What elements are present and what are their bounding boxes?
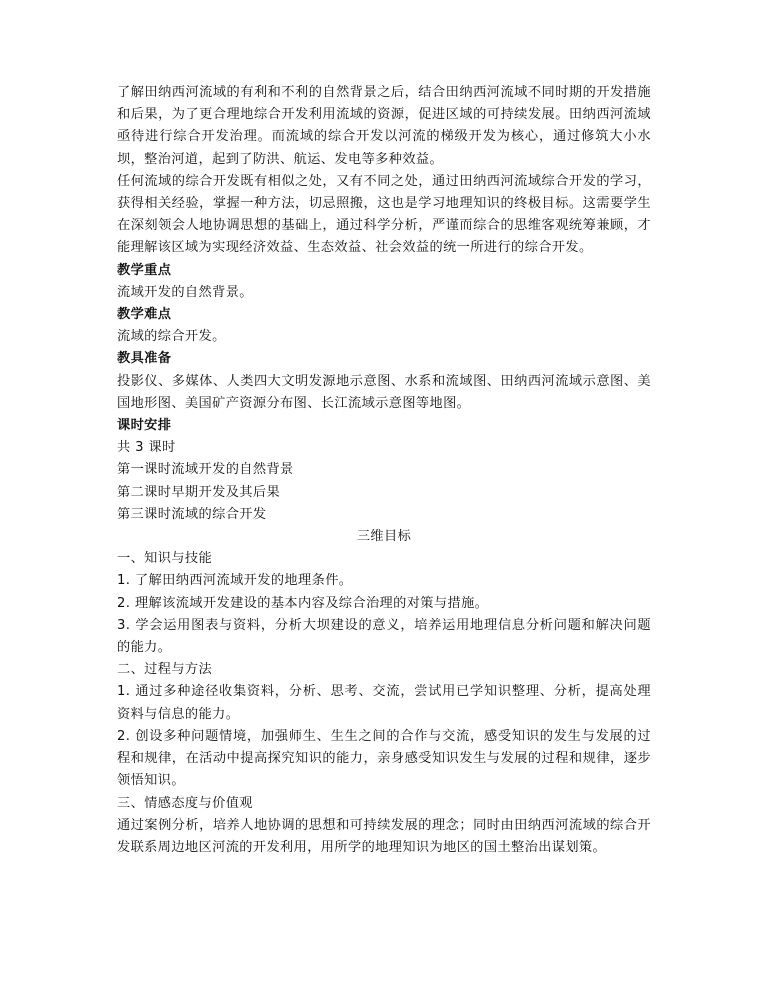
focus-text: 流域开发的自然背景。 bbox=[117, 284, 253, 300]
knowledge-item: 2. 理解该流域开发建设的基本内容及综合治理的对策与措施。 bbox=[117, 595, 489, 611]
attitude-heading: 三、情感态度与价值观 bbox=[117, 795, 253, 811]
document-page bbox=[117, 82, 651, 859]
focus-heading: 教学重点 bbox=[117, 262, 172, 278]
schedule-total: 共 3 课时 bbox=[117, 440, 176, 456]
tools-heading: 教具准备 bbox=[117, 351, 172, 367]
attitude-text: 通过案例分析，培养人地协调的思想和可持续发展的理念；同时由田纳西河流域的综合开发联系周边地区河流的开发利用，用所学的地理知识为地区的国土整治出谋划策。 bbox=[117, 817, 651, 855]
knowledge-heading: 一、知识与技能 bbox=[117, 551, 213, 567]
schedule-item: 第一课时流域开发的自然背景 bbox=[117, 462, 294, 478]
knowledge-item: 3. 学会运用图表与资料，分析大坝建设的意义，培养运用地理信息分析问题和解决问题的能力。 bbox=[117, 617, 651, 656]
intro-paragraph-2: 任何流域的综合开发既有相似之处，又有不同之处，通过田纳西河流域综合开发的学习，获得相关经验，掌握一种方法，切忌照搬，这也是学习地理知识的终极目标。这需要学生在深刻领会人地协调思想的基础上，通过科学分析，严谨而综合的思维客观统筹兼顾，才能理解该区域为实现经济效益、生态效益、社会效益的统一所进行的综合开发。 bbox=[117, 173, 651, 256]
difficulty-heading: 教学难点 bbox=[117, 307, 172, 323]
difficulty-text: 流域的综合开发。 bbox=[117, 329, 226, 345]
schedule-item: 第三课时流域的综合开发 bbox=[117, 506, 267, 522]
knowledge-item: 1. 了解田纳西河流域开发的地理条件。 bbox=[117, 573, 353, 589]
schedule-item: 第二课时早期开发及其后果 bbox=[117, 484, 281, 500]
schedule-heading: 课时安排 bbox=[117, 418, 172, 434]
goals-title: 三维目标 bbox=[356, 529, 412, 545]
tools-text: 投影仪、多媒体、人类四大文明发源地示意图、水系和流域图、田纳西河流域示意图、美国地形图、美国矿产资源分布图、长江流域示意图等地图。 bbox=[117, 373, 651, 411]
process-heading: 二、过程与方法 bbox=[117, 662, 213, 678]
process-item: 2. 创设多种问题情境，加强师生、生生之间的合作与交流，感受知识的发生与发展的过程和规律，在活动中提高探究知识的能力，亲身感受知识发生与发展的过程和规律，逐步领悟知识。 bbox=[117, 728, 651, 789]
process-item: 1. 通过多种途径收集资料，分析、思考、交流，尝试用已学知识整理、分析，提高处理资料与信息的能力。 bbox=[117, 684, 651, 722]
intro-paragraph-1: 了解田纳西河流域的有利和不利的自然背景之后，结合田纳西河流域不同时期的开发措施和后果，为了更合理地综合开发利用流域的资源，促进区域的可持续发展。田纳西河流域亟待进行综合开发治理。而流域的综合开发以河流的梯级开发为核心，通过修筑大小水坝，整治河道，起到了防洪、航运、发电等多种效益。 bbox=[117, 85, 651, 167]
